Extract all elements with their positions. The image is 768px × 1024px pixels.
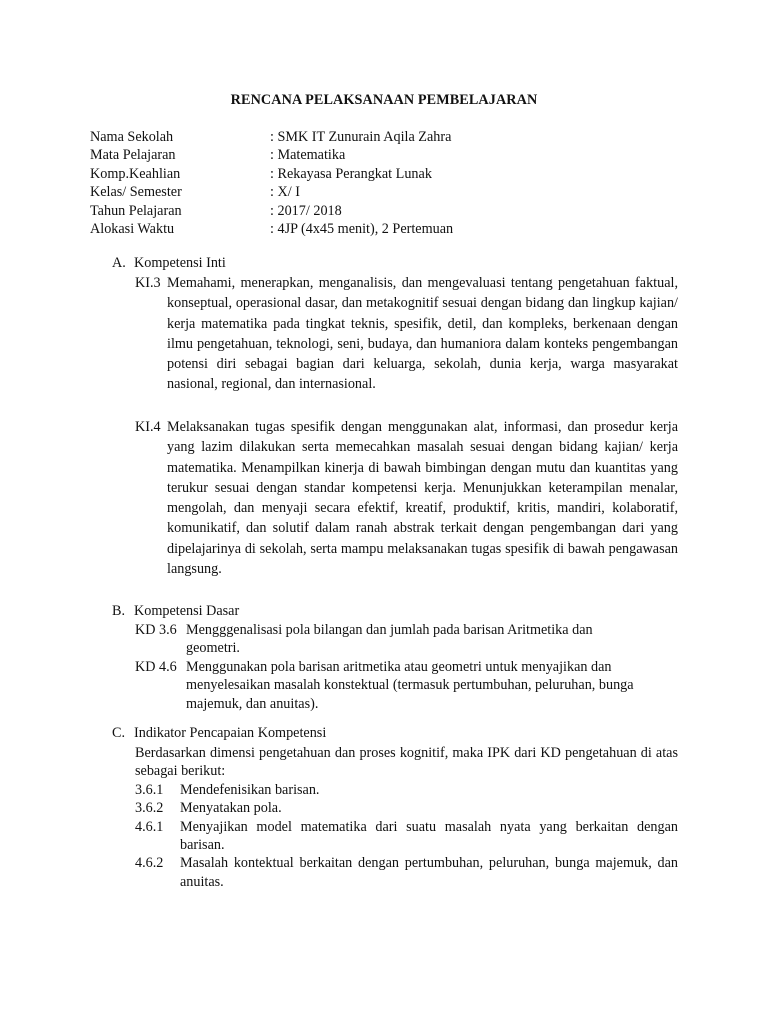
kd-item <box>135 621 635 658</box>
section-heading: Indikator Pencapaian Kompetensi <box>134 725 327 741</box>
identity-label: Mata Pelajaran <box>90 147 176 164</box>
kd-text: Menggunakan pola barisan aritmetika atau geometri untuk menyajikan dan menyelesaikan masalah konstektual (termasuk pertumbuhan, peluruhan, bunga majemuk, dan anuitas). <box>186 658 634 712</box>
ki-code: KI.4 <box>135 419 161 435</box>
ipk-text: Menyajikan model matematika dari suatu masalah nyata yang berkaitan dengan barisan. <box>180 818 678 854</box>
ki3-block <box>135 273 678 395</box>
ipk-item <box>135 781 678 799</box>
ipk-code: 3.6.1 <box>135 781 164 798</box>
ipk-intro: Berdasarkan dimensi pengetahuan dan proses kognitif, maka IPK dari KD pengetahuan di atas sebagai berikut: <box>135 745 678 780</box>
identity-value: : 4JP (4x45 menit), 2 Pertemuan <box>270 220 454 237</box>
ki-text: Melaksanakan tugas spesifik dengan menggunakan alat, informasi, dan prosedur kerja yang lazim dilakukan serta memecahkan masalah sesuai dengan bidang kajian/ kerja matematika. Menampilkan kinerja di bawah bimbingan dengan mutu dan kuantitas yang terukur sesuai dengan standar kompetensi kerja. Menunjukkan keterampilan menalar, mengolah, dan menyaji secara efektif, kreatif, produktif, kritis, mandiri, kolaboratif, komunikatif, dan solutif dalam ranah abstrak terkait dengan pengembangan dari yang dipelajarinya di sekolah, serta mampu melaksanakan tugas spesifik di bawah pengawasan langsung. <box>167 419 678 578</box>
section-letter: A. <box>112 255 126 271</box>
section-letter: B. <box>112 603 126 619</box>
document-title: RENCANA PELAKSANAAN PEMBELAJARAN <box>230 92 538 108</box>
identity-value: : Matematika <box>270 147 346 164</box>
identity-value: : SMK IT Zunurain Aqila Zahra <box>270 129 452 145</box>
identity-label: Alokasi Waktu <box>90 220 175 237</box>
ki-text: Memahami, menerapkan, menganalisis, dan mengevaluasi tentang pengetahuan faktual, konseptual, operasional dasar, dan metakognitif sesuai dengan bidang dan lingkup kajian/ kerja matematika pada tingkat teknis, spesifik, detil, dan kompleks, berkenaan dengan ilmu pengetahuan, teknologi, seni, budaya, dan humaniora dalam konteks pengembangan potensi diri sebagai bagian dari keluarga, sekolah, dunia kerja, warga masyarakat nasional, regional, dan internasional. <box>167 275 678 393</box>
ipk-item <box>135 799 678 817</box>
ipk-text: Mendefenisikan barisan. <box>180 781 320 798</box>
ki-code: KI.3 <box>135 275 161 291</box>
identity-label: Nama Sekolah <box>90 129 174 145</box>
section-c-heading <box>112 724 682 744</box>
kd-code: KD 3.6 <box>135 622 177 638</box>
section-a-heading <box>112 254 682 274</box>
section-heading: Kompetensi Inti <box>134 255 226 271</box>
identity-value: : X/ I <box>270 184 300 201</box>
ipk-text: Menyatakan pola. <box>180 800 282 817</box>
section-b-heading <box>112 602 682 622</box>
ipk-code: 4.6.2 <box>135 855 164 872</box>
kd-text: Mengggenalisasi pola bilangan dan jumlah pada barisan Aritmetika dan geometri. <box>186 622 593 657</box>
identity-label: Kelas/ Semester <box>90 184 182 201</box>
kd-code: KD 4.6 <box>135 658 177 675</box>
identity-value: : Rekayasa Perangkat Lunak <box>270 165 432 182</box>
kd-list <box>135 621 635 713</box>
section-heading: Kompetensi Dasar <box>134 603 240 619</box>
identity-label: Komp.Keahlian <box>90 165 181 182</box>
identity-value: : 2017/ 2018 <box>270 202 342 219</box>
identity-label: Tahun Pelajaran <box>90 202 182 219</box>
ipk-code: 3.6.2 <box>135 800 164 817</box>
ipk-item <box>135 854 678 891</box>
ki4-block <box>135 417 678 579</box>
ipk-block <box>135 744 678 891</box>
ipk-text: Masalah kontektual berkaitan dengan pertumbuhan, peluruhan, bunga majemuk, dan anuitas. <box>180 855 678 890</box>
ipk-code: 4.6.1 <box>135 818 164 835</box>
ipk-item <box>135 818 678 855</box>
kd-item <box>135 658 654 713</box>
section-letter: C. <box>112 725 126 741</box>
